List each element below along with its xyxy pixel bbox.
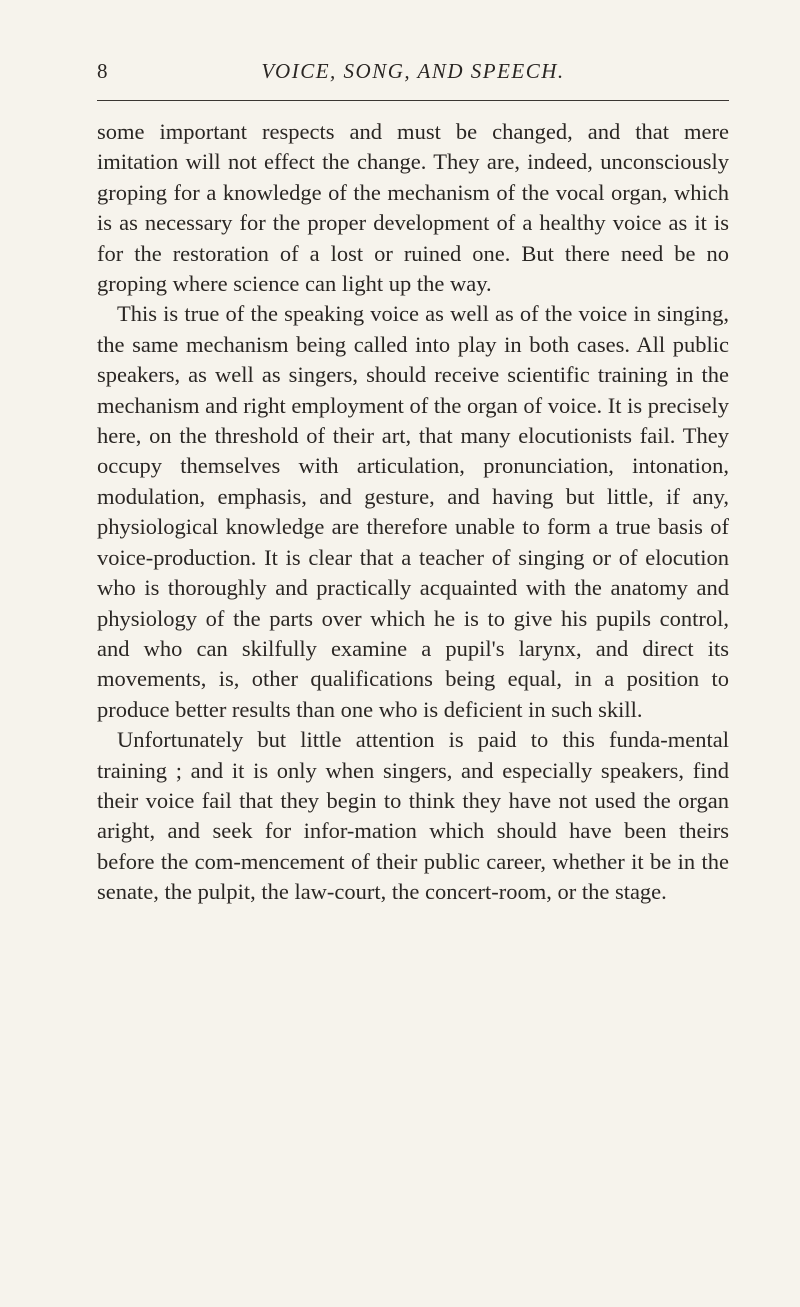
running-head: [97, 54, 729, 88]
paragraph-continued: some important respects and must be changed, and that mere imitation will not effect the change. They are, indeed, unconsciously groping for a knowledge of the mechanism of the vocal organ, which is as necessary for the proper development of a healthy voice as it is for the restoration of a lost or ruined one. But there need be no groping where science can light up the way.: [97, 119, 729, 297]
running-title: VOICE, SONG, AND SPEECH.: [261, 59, 565, 83]
paragraph: Unfortunately but little attention is paid to this funda-mental training ; and it is only when singers, and especially speakers, find their voice fail that they begin to think they have not used the organ aright, and seek for infor-mation which should have been theirs before the com-mencement of their public career, whether it be in the senate, the pulpit, the law-court, the concert-room, or the stage.: [97, 727, 729, 905]
header-rule: [97, 100, 729, 101]
body-text: [97, 117, 729, 908]
page-number: 8: [97, 59, 108, 83]
paragraph: This is true of the speaking voice as well as of the voice in singing, the same mechanism being called into play in both cases. All public speakers, as well as singers, should receive scientific training in the mechanism and right employment of the organ of voice. It is precisely here, on the threshold of their art, that many elocutionists fail. They occupy themselves with articulation, pronunciation, intonation, modulation, emphasis, and gesture, and having but little, if any, physiological knowledge are therefore unable to form a true basis of voice-production. It is clear that a teacher of singing or of elocution who is thoroughly and practically acquainted with the anatomy and physiology of the parts over which he is to give his pupils control, and who can skilfully examine a pupil's larynx, and direct its movements, is, other qualifications being equal, in a position to produce better results than one who is deficient in such skill.: [97, 301, 729, 722]
